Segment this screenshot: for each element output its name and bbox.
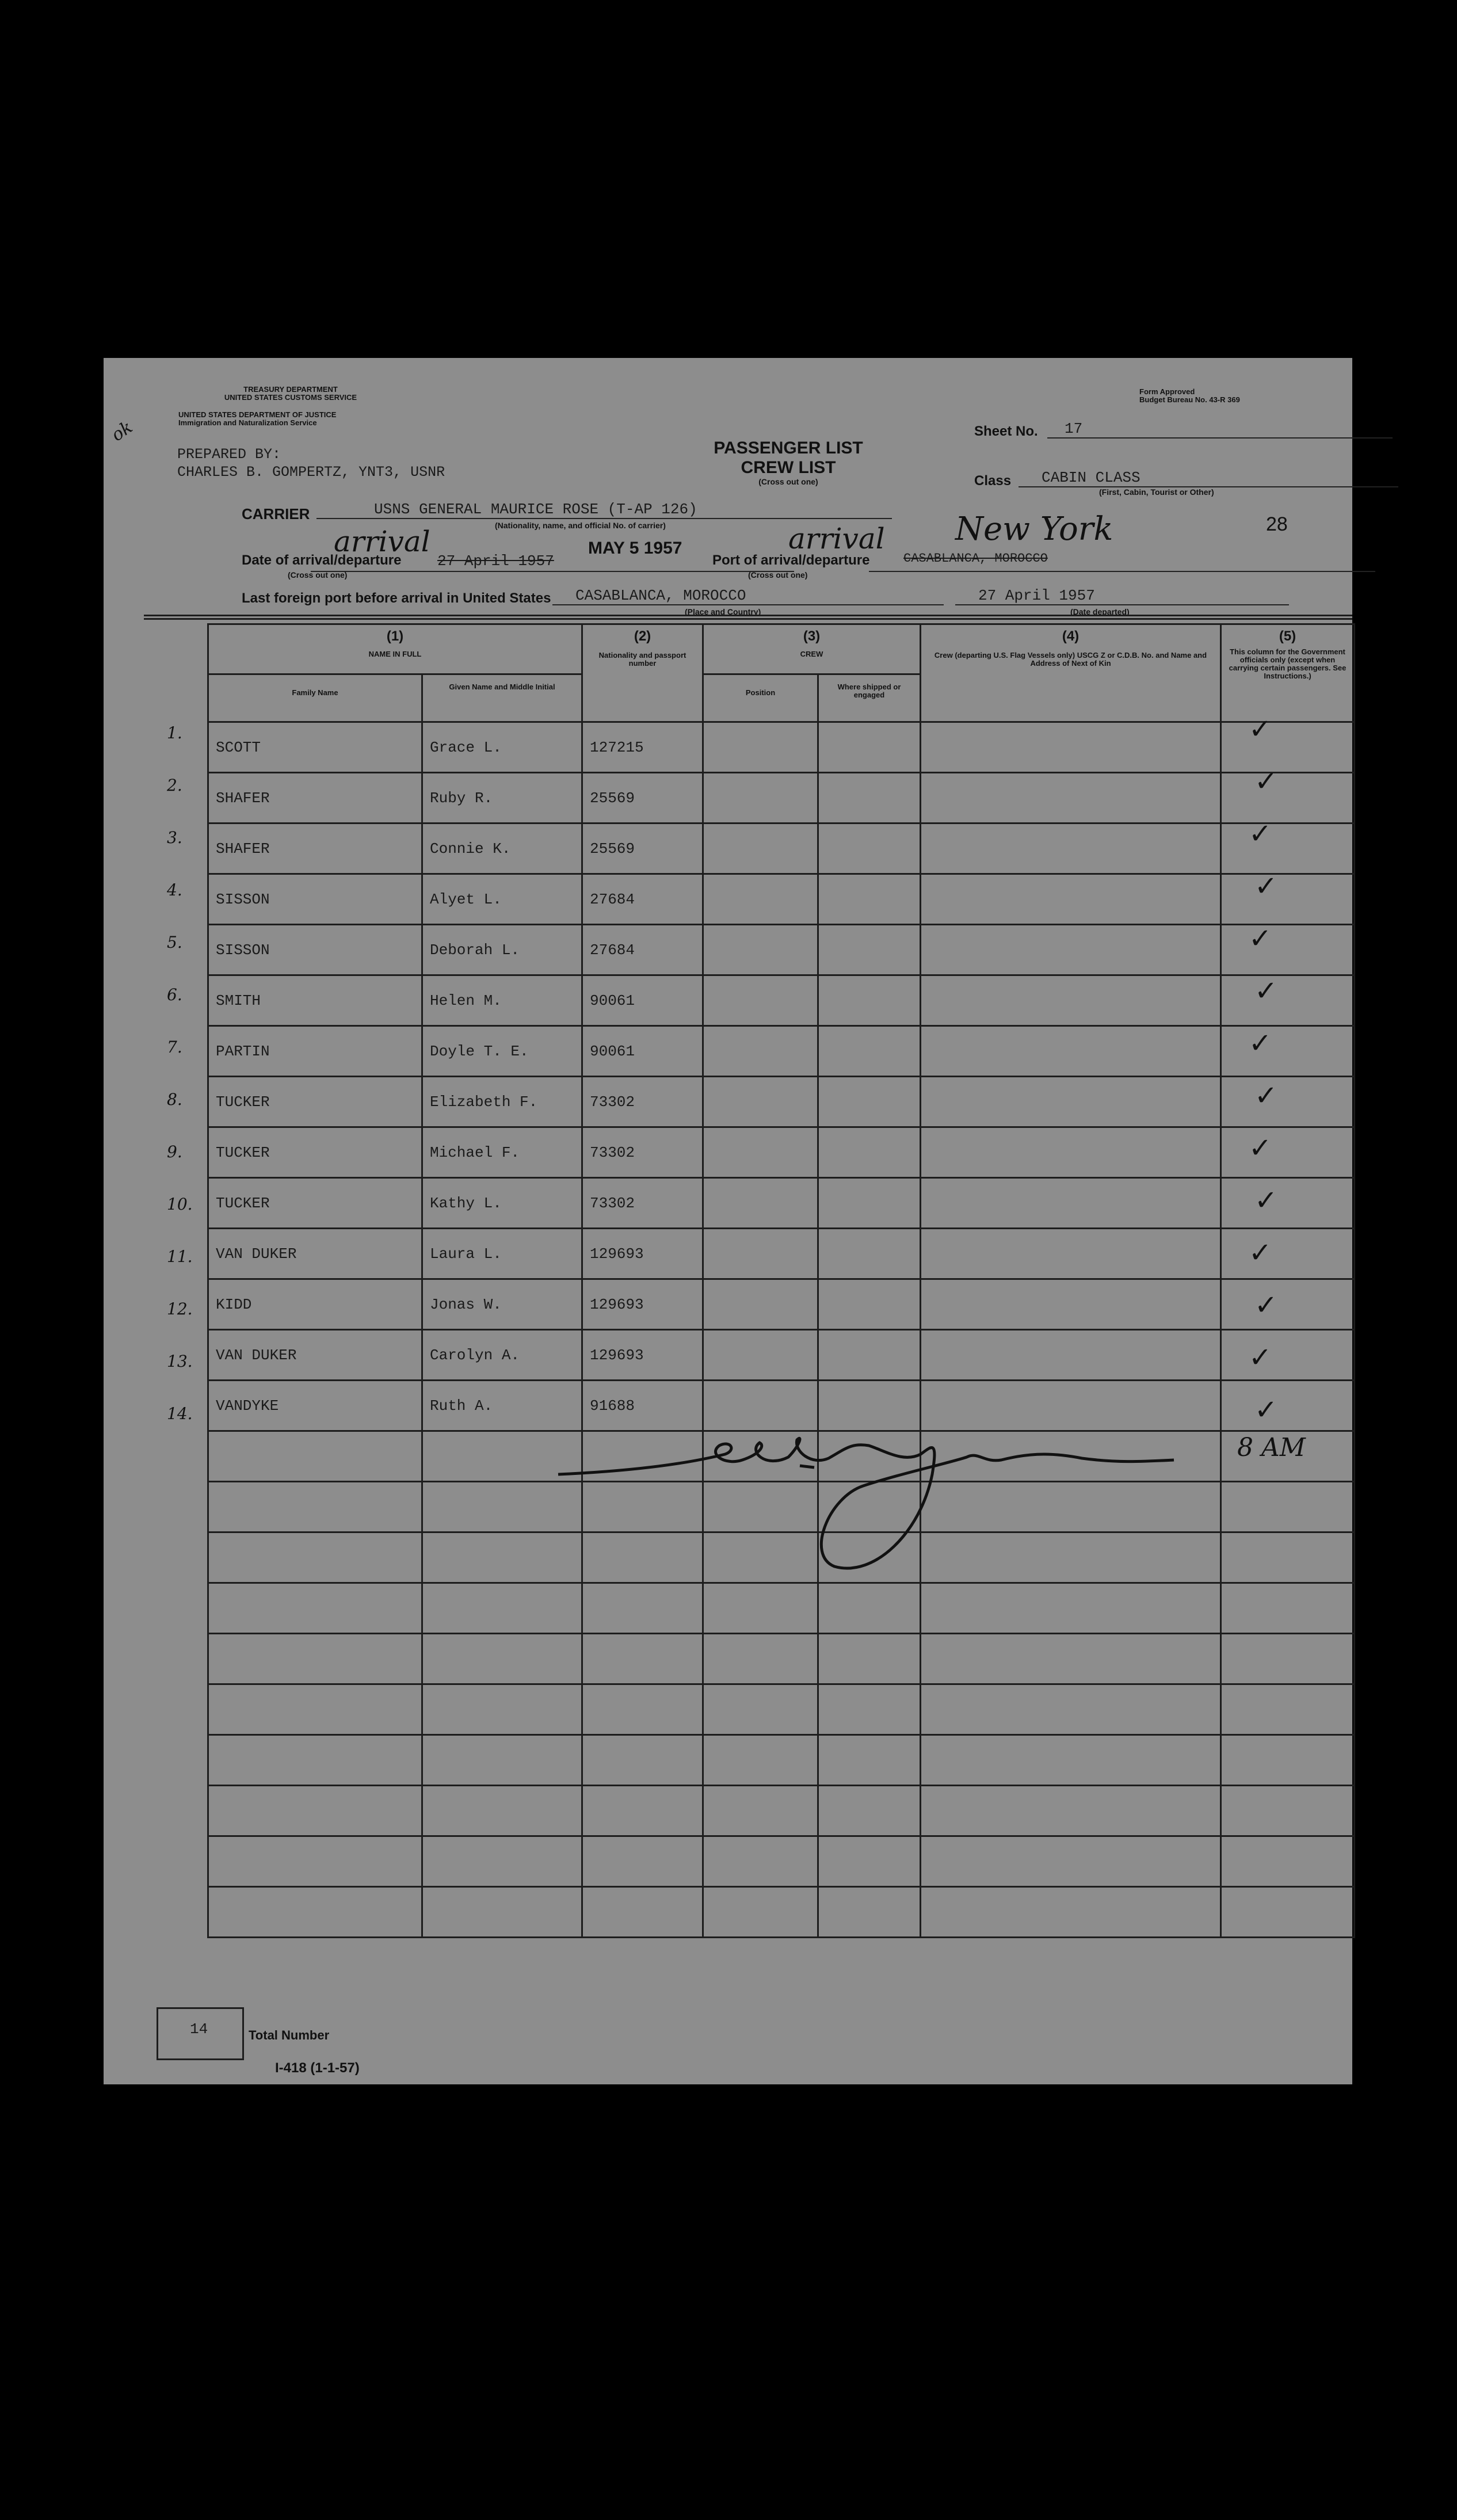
checkmark-icon: ✓ (1254, 1289, 1278, 1321)
class-note: (First, Cabin, Tourist or Other) (1099, 487, 1214, 497)
total-value: 14 (190, 2020, 208, 2038)
last-port-date: 27 April 1957 (955, 587, 1289, 605)
col-2-header: (2) Nationality and passport number (582, 624, 703, 722)
row-number: 4. (167, 880, 182, 899)
row-number: 11. (167, 1247, 193, 1266)
given-cell: Deborah L. (422, 925, 582, 975)
row-number: 9. (167, 1142, 182, 1161)
checkmark-icon: ✓ (1254, 765, 1278, 798)
col-4-header: (4) Crew (departing U.S. Flag Vessels only) USCG Z or C.D.B. No. and Name and Address of Next of Kin (921, 624, 1221, 722)
checkmark-icon: ✓ (1254, 1184, 1278, 1217)
date-stamp: MAY 5 1957 (588, 539, 682, 558)
passport-cell: 90061 (582, 975, 703, 1026)
passport-cell: 25569 (582, 773, 703, 824)
col-5-header: (5) This column for the Government officials only (except when carrying certain passengers. See Instructions.) (1221, 624, 1355, 722)
given-cell: Connie K. (422, 824, 582, 874)
struck-port: CASABLANCA, MOROCCO (903, 551, 1048, 566)
given-cell: Doyle T. E. (422, 1026, 582, 1077)
family-cell: SHAFER (208, 773, 422, 824)
handwritten-port-arrival: arrival (788, 522, 885, 555)
agency-header: TREASURY DEPARTMENT UNITED STATES CUSTOMS SERVICE (224, 385, 357, 402)
class-label: Class (974, 473, 1012, 489)
sheet-label: Sheet No. (974, 424, 1038, 439)
port-note: (Cross out one) (748, 570, 808, 580)
checkmark-icon: ✓ (1249, 1132, 1272, 1164)
handwritten-city: New York (955, 510, 1113, 548)
last-port-note: (Place and Country) (685, 607, 761, 616)
checkmark-icon: ✓ (1249, 818, 1272, 850)
date-note: (Cross out one) (288, 570, 348, 580)
family-name-header: Family Name (208, 674, 422, 722)
total-box (157, 2007, 244, 2060)
row-number: 7. (167, 1038, 182, 1057)
given-cell: Jonas W. (422, 1279, 582, 1330)
row-number: 12. (167, 1299, 193, 1318)
checkmark-icon: ✓ (1254, 870, 1278, 902)
row-number: 14. (167, 1404, 193, 1423)
passport-cell: 27684 (582, 874, 703, 925)
family-cell: VAN DUKER (208, 1229, 422, 1279)
prepared-by: PREPARED BY: CHARLES B. GOMPERTZ, YNT3, USNR (177, 446, 445, 481)
checkmark-icon: ✓ (1254, 975, 1278, 1007)
family-cell: SMITH (208, 975, 422, 1026)
family-cell: TUCKER (208, 1127, 422, 1178)
class-value: CABIN CLASS (1019, 469, 1398, 487)
port-label: Port of arrival/departure (712, 552, 870, 568)
carrier-value: USNS GENERAL MAURICE ROSE (T-AP 126) (316, 501, 892, 519)
passport-cell: 25569 (582, 824, 703, 874)
row-number: 5. (167, 933, 182, 952)
passport-cell: 73302 (582, 1127, 703, 1178)
passport-cell: 27684 (582, 925, 703, 975)
margin-note: ok (108, 417, 137, 446)
row-number: 1. (167, 723, 182, 742)
carrier-label: CARRIER (242, 505, 310, 523)
agency-header-justice: UNITED STATES DEPARTMENT OF JUSTICE Immigration and Naturalization Service (178, 410, 337, 427)
row-number: 3. (167, 828, 182, 847)
family-cell: SISSON (208, 874, 422, 925)
family-cell: VAN DUKER (208, 1330, 422, 1381)
given-name-header: Given Name and Middle Initial (422, 674, 582, 722)
date-label: Date of arrival/departure (242, 552, 402, 568)
passport-cell: 129693 (582, 1330, 703, 1381)
row-number: 8. (167, 1090, 182, 1109)
given-cell: Michael F. (422, 1127, 582, 1178)
handwritten-arrival: arrival (334, 525, 430, 558)
passport-cell: 91688 (582, 1381, 703, 1431)
shipped-header: Where shipped or engaged (818, 674, 921, 722)
given-cell: Ruth A. (422, 1381, 582, 1431)
family-cell: TUCKER (208, 1077, 422, 1127)
passport-cell: 73302 (582, 1077, 703, 1127)
checkmark-icon: ✓ (1254, 1080, 1278, 1112)
given-cell: Helen M. (422, 975, 582, 1026)
given-cell: Grace L. (422, 722, 582, 773)
family-cell: TUCKER (208, 1178, 422, 1229)
row-number: 6. (167, 985, 182, 1004)
carrier-note: (Nationality, name, and official No. of carrier) (495, 521, 666, 530)
col-3-header: (3) CREW (703, 624, 921, 674)
sheet-number: 17 (1047, 420, 1393, 439)
checkmark-icon: ✓ (1249, 713, 1272, 745)
row-number: 2. (167, 776, 182, 795)
family-cell: VANDYKE (208, 1381, 422, 1431)
given-cell: Elizabeth F. (422, 1077, 582, 1127)
family-cell: SISSON (208, 925, 422, 975)
form-approved: Form Approved Budget Bureau No. 43-R 369 (1139, 387, 1240, 404)
form-number: I-418 (1-1-57) (275, 2060, 360, 2076)
col-1-header: (1) NAME IN FULL (208, 624, 582, 674)
checkmark-icon: ✓ (1254, 1394, 1278, 1426)
last-port-label: Last foreign port before arrival in United States (242, 590, 551, 606)
page-number: 28 (1266, 513, 1288, 535)
row-number: 13. (167, 1352, 193, 1371)
checkmark-icon: ✓ (1249, 1237, 1272, 1269)
passport-cell: 90061 (582, 1026, 703, 1077)
signature-time: 8 AM (1237, 1433, 1306, 1462)
given-cell: Alyet L. (422, 874, 582, 925)
checkmark-icon: ✓ (1249, 1027, 1272, 1059)
given-cell: Ruby R. (422, 773, 582, 824)
passport-cell: 129693 (582, 1279, 703, 1330)
family-cell: SCOTT (208, 722, 422, 773)
given-cell: Laura L. (422, 1229, 582, 1279)
family-cell: PARTIN (208, 1026, 422, 1077)
passport-cell: 73302 (582, 1178, 703, 1229)
row-number: 10. (167, 1195, 193, 1214)
position-header: Position (703, 674, 818, 722)
passport-cell: 127215 (582, 722, 703, 773)
family-cell: SHAFER (208, 824, 422, 874)
struck-date: 27 April 1957 (437, 552, 554, 570)
last-port-date-note: (Date departed) (1070, 607, 1130, 616)
form-sheet (104, 358, 1352, 2084)
given-cell: Carolyn A. (422, 1330, 582, 1381)
total-label: Total Number (249, 2028, 330, 2042)
checkmark-icon: ✓ (1249, 1341, 1272, 1374)
form-title: PASSENGER LIST CREW LIST (Cross out one) (714, 439, 863, 486)
last-port-value: CASABLANCA, MOROCCO (552, 587, 944, 605)
given-cell: Kathy L. (422, 1178, 582, 1229)
family-cell: KIDD (208, 1279, 422, 1330)
handwritten-signature (104, 358, 1352, 2084)
checkmark-icon: ✓ (1249, 922, 1272, 955)
passport-cell: 129693 (582, 1229, 703, 1279)
